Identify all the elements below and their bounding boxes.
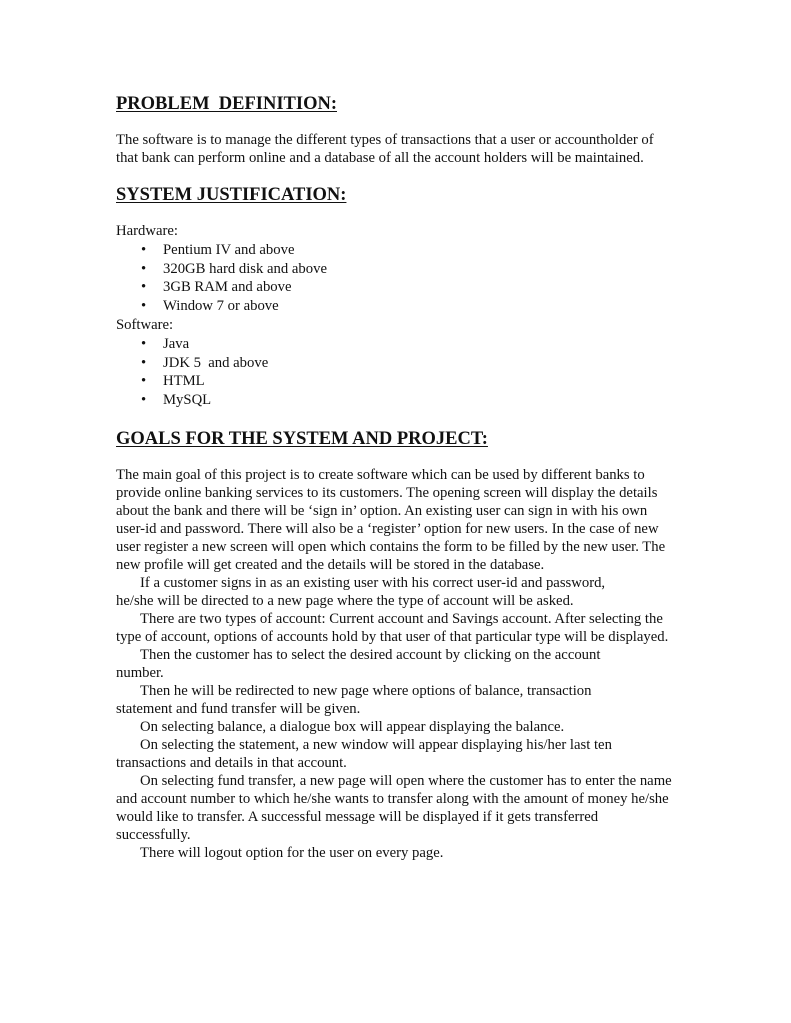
- hardware-item: • 320GB hard disk and above: [141, 260, 327, 277]
- hardware-list: [116, 241, 676, 316]
- hardware-item: • 3GB RAM and above: [141, 279, 292, 296]
- goals-paragraph-balance: On selecting balance, a dialogue box will appear displaying the balance.: [140, 718, 565, 735]
- bullet-icon: •: [141, 392, 147, 409]
- goals-paragraph-account-types: There are two types of account: Current account and Savings account. After selecting the type of account, options of accounts hold by that user of that particular type will be displayed.: [116, 610, 669, 645]
- goals-paragraph-select-account: Then the customer has to select the desired account by clicking on the account number.: [116, 646, 601, 681]
- goals-paragraph-statement: On selecting the statement, a new window will appear displaying his/her last ten transactions and details in that account.: [116, 736, 612, 771]
- software-item: • HTML: [141, 373, 205, 390]
- bullet-icon: •: [141, 335, 147, 352]
- goals-heading: GOALS FOR THE SYSTEM AND PROJECT:: [116, 428, 488, 449]
- goals-paragraph-fund-transfer: On selecting fund transfer, a new page will open where the customer has to enter the name and account number to which he/she wants to transfer along with the amount of money he/she would like to transfer. A successful message will be displayed if it gets transferred successfully.: [116, 772, 672, 843]
- software-item: • JDK 5 and above: [141, 354, 269, 371]
- goals-paragraph-logout: There will logout option for the user on every page.: [140, 844, 444, 861]
- system-justification-heading: SYSTEM JUSTIFICATION:: [116, 185, 347, 205]
- problem-definition-text: The software is to manage the different types of transactions that a user or accountholder of that bank can perform online and a database of all the account holders will be maintained.: [116, 132, 654, 166]
- bullet-icon: •: [141, 260, 147, 277]
- bullet-icon: •: [141, 241, 147, 258]
- problem-definition-heading: PROBLEM DEFINITION:: [116, 94, 337, 114]
- document-page: [116, 93, 676, 862]
- software-item: • MySQL: [141, 392, 212, 409]
- bullet-icon: •: [141, 354, 147, 371]
- hardware-item: • Window 7 or above: [141, 298, 279, 315]
- goals-paragraph-main: The main goal of this project is to create software which can be used by different banks to provide online banking services to its customers. The opening screen will display the details about the bank and there will be ‘sign in’ option. An existing user can sign in with his own user-id and password. There will also be a ‘register’ option for new users. In the case of new user register a new screen will open which contains the form to be filled by the new user. The new profile will get created and the details will be stored in the database.: [116, 466, 666, 573]
- software-list: [116, 335, 676, 410]
- hardware-item: • Pentium IV and above: [141, 241, 295, 258]
- bullet-icon: •: [141, 298, 147, 315]
- bullet-icon: •: [141, 279, 147, 296]
- goals-paragraph-signin: If a customer signs in as an existing user with his correct user-id and password, he/she will be directed to a new page where the type of account will be asked.: [116, 574, 606, 609]
- software-label: Software:: [116, 316, 174, 333]
- hardware-label: Hardware:: [116, 223, 178, 239]
- bullet-icon: •: [141, 373, 147, 390]
- goals-paragraph-options: Then he will be redirected to new page where options of balance, transaction statement and fund transfer will be given.: [116, 682, 592, 717]
- software-item: • Java: [141, 335, 190, 352]
